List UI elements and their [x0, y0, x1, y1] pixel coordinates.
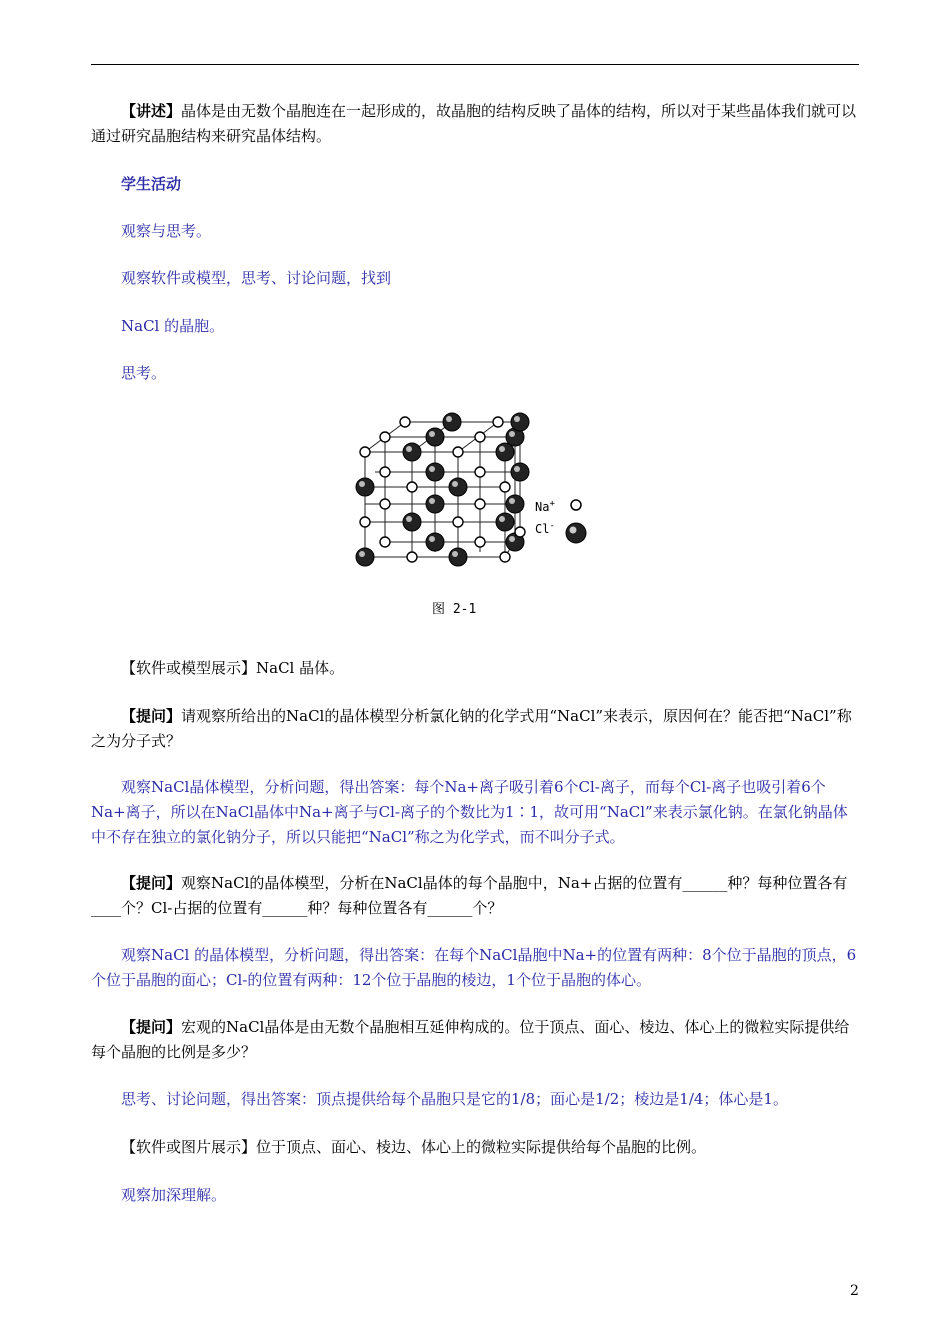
legend-na-marker [571, 500, 581, 510]
cl-ion-atom [443, 413, 461, 431]
paragraph-deepen-understanding: 观察加深理解。 [121, 1186, 227, 1204]
na-ion-atom [475, 499, 485, 509]
cl-ion-atom [511, 463, 529, 481]
paragraph-think: 思考。 [121, 364, 167, 382]
atom-highlight [446, 416, 452, 422]
cl-ion-atom [426, 533, 444, 551]
atom-highlight [499, 446, 505, 452]
na-ion-atom [500, 552, 510, 562]
na-ion-atom [360, 517, 370, 527]
cl-ion-atom [511, 413, 529, 431]
crystal-atoms [356, 413, 529, 566]
na-ion-atom [360, 447, 370, 457]
na-ion-atom [380, 537, 390, 547]
cl-ion-atom [356, 548, 374, 566]
paragraph-observe-software: 观察软件或模型，思考、讨论问题，找到 [121, 269, 392, 287]
na-ion-atom [400, 417, 410, 427]
atom-highlight [359, 481, 365, 487]
paragraph-question-2: 【提问】观察NaCl的晶体模型，分析在NaCl晶体的每个晶胞中，Na+占据的位置有______种？每种位置各有____个？Cl-占据的位置有______种？每种位置各有______个？ [91, 874, 848, 917]
paragraph-model-display: 【软件或模型展示】NaCl 晶体。 [121, 659, 345, 677]
figure-caption: 图 2-1 [432, 602, 477, 617]
atom-highlight [514, 416, 520, 422]
na-ion-atom [453, 447, 463, 457]
atom-highlight [429, 498, 435, 504]
paragraph-answer-1: 观察NaCl晶体模型，分析问题，得出答案：每个Na+离子吸引着6个Cl-离子，而每个Cl-离子也吸引着6个Na+离子，所以在NaCl晶体中Na+离子与Cl-离子的个数比为1∶1，故可用“NaCl”来表示氯化钠。在氯化钠晶体中不存在独立的氯化钠分子，所以只能把“NaCl”称之为化学式，而不叫分子式。 [91, 778, 848, 846]
atom-highlight [509, 431, 515, 437]
cl-ion-atom [403, 443, 421, 461]
atom-highlight [429, 431, 435, 437]
na-ion-atom [493, 417, 503, 427]
cl-ion-atom [496, 513, 514, 531]
cl-ion-atom [449, 548, 467, 566]
header-rule [91, 64, 859, 65]
na-ion-atom [515, 527, 525, 537]
atom-highlight [499, 516, 505, 522]
legend-cl-marker [566, 523, 586, 543]
na-ion-atom [380, 432, 390, 442]
student-activity-heading: 学生活动 [121, 175, 182, 193]
cl-ion-atom [403, 513, 421, 531]
cl-ion-atom [356, 478, 374, 496]
nacl-crystal-figure [355, 412, 595, 582]
paragraph-image-display: 【软件或图片展示】位于顶点、面心、棱边、体心上的微粒实际提供给每个晶胞的比例。 [121, 1138, 707, 1156]
atom-highlight [509, 536, 515, 542]
cl-ion-atom [426, 463, 444, 481]
cl-ion-atom [426, 495, 444, 513]
cl-ion-atom [449, 478, 467, 496]
atom-highlight [429, 466, 435, 472]
na-ion-atom [407, 552, 417, 562]
atom-highlight [509, 498, 515, 504]
na-ion-atom [500, 482, 510, 492]
paragraph-lecture: 【讲述】晶体是由无数个晶胞连在一起形成的，故晶胞的结构反映了晶体的结构，所以对于某些晶体我们就可以通过研究晶胞结构来研究晶体结构。 [91, 102, 857, 145]
paragraph-observe-think: 观察与思考。 [121, 222, 212, 240]
atom-highlight [452, 481, 458, 487]
atom-highlight [406, 446, 412, 452]
paragraph-question-3: 【提问】宏观的NaCl晶体是由无数个晶胞相互延伸构成的。位于顶点、面心、棱边、体心上的微粒实际提供给每个晶胞的比例是多少？ [91, 1018, 850, 1061]
atom-highlight [406, 516, 412, 522]
atom-highlight [514, 466, 520, 472]
cl-ion-atom [426, 428, 444, 446]
na-ion-atom [380, 467, 390, 477]
paragraph-nacl-cell: NaCl 的晶胞。 [121, 317, 225, 335]
atom-highlight [452, 551, 458, 557]
na-ion-atom [475, 537, 485, 547]
cl-ion-atom [506, 495, 524, 513]
na-ion-atom [453, 517, 463, 527]
na-ion-atom [475, 432, 485, 442]
atom-highlight [429, 536, 435, 542]
paragraph-answer-3: 思考、讨论问题，得出答案：顶点提供给每个晶胞只是它的1/8；面心是1/2；棱边是1/4；体心是1。 [121, 1090, 788, 1108]
legend-cl-label: Cl- [535, 521, 555, 536]
atom-highlight [359, 551, 365, 557]
na-ion-atom [407, 482, 417, 492]
paragraph-answer-2: 观察NaCl 的晶体模型，分析问题，得出答案：在每个NaCl晶胞中Na+的位置有两种：8个位于晶胞的顶点，6个位于晶胞的面心；Cl-的位置有两种：12个位于晶胞的棱边，1个位于晶胞的体心。 [91, 946, 857, 989]
legend-na-label: Na+ [535, 499, 555, 514]
paragraph-question-1: 【提问】请观察所给出的NaCl的晶体模型分析氯化钠的化学式用“NaCl”来表示，原因何在？能否把“NaCl”称之为分子式？ [91, 707, 852, 750]
legend-cl-highlight [570, 527, 577, 534]
na-ion-atom [475, 467, 485, 477]
na-ion-atom [380, 499, 390, 509]
page-number: 2 [850, 1283, 859, 1299]
